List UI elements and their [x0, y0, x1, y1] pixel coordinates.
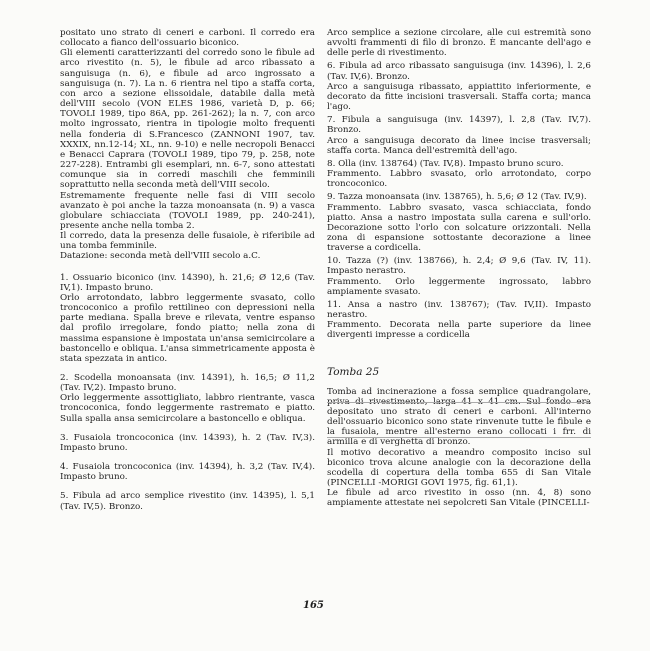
paragraph: Tomba ad incinerazione a fossa semplice quadrangolare, priva di rivestimento, larga 41 x 41 cm. Sul fondo era depositato uno strato di ceneri e carboni. All'interno dell'ossuario biconico sono state rinvenute tutte le fibule e la fusaiola, mentre all'esterno erano collocati i frr. di armilla e di verghetta di bronzo.: [327, 386, 591, 448]
catalog-item-1: 1. Ossuario biconico (inv. 14390), h. 21,6; Ø 12,6 (Tav. IV,1). Impasto bruno.: [60, 272, 315, 293]
catalog-item-10-description: Frammento. Orlo leggermente ingrossato, labbro ampiamente svasato.: [327, 276, 591, 297]
paragraph: Gli elementi caratterizzanti del corredo sono le fibule ad arco rivestito (n. 5), le fibule ad arco ribassato a sanguisuga (n. 6), e fibule ad arco ingrossato a sanguisuga (n. 7). La n. 6 rientra nel tipo a staffa corta, con arco a sezione elissoidale, databile dalla metà dell'VIII secolo (VON ELES 1986, varietà D, p. 66; TOVOLI 1989, tipo 86A, pp. 261-262); la n. 7, con arco molto ingrossato, rientra in tipologie molto frequenti nella fonderia di S.Francesco (ZANNONI 1907, tav. XXXIX, nn.12-14; XL, nn. 9-10) e nelle necropoli Benacci e Benacci Caprara (TOVOLI 1989, tipo 79, p. 258, note 227-228). Entrambi gli esemplari, nn. 6-7, sono attestati comunque sia in corredi maschili che femminili soprattutto nella seconda metà dell'VIII secolo.: [60, 48, 315, 191]
page-number: 165: [303, 600, 324, 611]
dating-line: Datazione: seconda metà dell'VIII secolo a.C.: [60, 251, 261, 262]
section-divider: [327, 437, 591, 438]
catalog-item-2: 2. Scodella monoansata (inv. 14391), h. 16,5; Ø 11,2 (Tav. IV,2). Impasto bruno.: [60, 373, 315, 394]
catalog-item-7-description: Arco a sanguisuga decorato da linee incise trasversali; staffa corta. Manca dell'estremità dell'ago.: [327, 135, 591, 156]
section-heading: Tomba 25: [327, 365, 380, 378]
catalog-item-8-description: Frammento. Labbro svasato, orlo arrotondato, corpo troncoconico.: [327, 169, 591, 190]
catalog-item-9: 9. Tazza monoansata (inv. 138765), h. 5,6; Ø 12 (Tav. IV,9).: [327, 192, 587, 203]
catalog-item-3: 3. Fusaiola troncoconica (inv. 14393), h. 2 (Tav. IV,3). Impasto bruno.: [60, 432, 315, 453]
catalog-item-7: 7. Fibula a sanguisuga (inv. 14397), l. 2,8 (Tav. IV,7). Bronzo.: [327, 115, 591, 136]
paragraph: Il corredo, data la presenza delle fusaiole, è riferibile ad una tomba femminile.: [60, 231, 315, 252]
catalog-item-11-description: Frammento. Decorata nella parte superiore da linee divergenti impresse a cordicella: [327, 320, 591, 341]
catalog-item-4: 4. Fusaiola troncoconica (inv. 14394), h. 3,2 (Tav. IV,4). Impasto bruno.: [60, 462, 315, 483]
section-divider: [327, 402, 591, 403]
catalog-item-11: 11. Ansa a nastro (inv. 138767); (Tav. IV,II). Impasto nerastro.: [327, 299, 591, 321]
catalog-item-9-description: Frammento. Labbro svasato, vasca schiacciata, fondo piatto. Ansa a nastro impostata sulla carena e sull'orlo. Decorazione sotto l'orlo con solcature orizzontali. Nella zona di espansione sottostante decorazione a linee traverse a cordicella.: [327, 202, 591, 254]
catalog-item-1-description: Orlo arrotondato, labbro leggermente svasato, collo troncoconico a profilo rettilineo con depressioni nella parte mediana. Spalla breve e rilevata, ventre espanso dal profilo irregolare, fondo piatto; nella zona di massima espansione è impostata un'ansa semicircolare a bastoncello e obliqua. L'ansa simmetricamente apposta è stata spezzata in antico.: [60, 292, 315, 364]
paragraph: Il motivo decorativo a meandro composito inciso sul biconico trova alcune analogie con la decorazione della scodella di copertura della tomba 655 di San Vitale (PINCELLI -MORIGI GOVI 1975, fig. 61,1).: [327, 447, 591, 489]
paragraph: Estremamente frequente nelle fasi di VIII secolo avanzato è poi anche la tazza monoansata (n. 9) a vasca globulare schiacciata (TOVOLI 1989, pp. 240-241), presente anche nella tomba 2.: [60, 190, 315, 231]
catalog-item-6-description: Arco a sanguisuga ribassato, appiattito inferiormente, e decorato da fitte incisioni trasversali. Staffa corta; manca l'ago.: [327, 81, 591, 113]
catalog-item-5: 5. Fibula ad arco semplice rivestito (inv. 14395), l. 5,1 (Tav. IV,5). Bronzo.: [60, 491, 315, 512]
catalog-item-2-description: Orlo leggermente assottigliato, labbro rientrante, vasca troncoconica, fondo leggermente rastremato e piatto. Sulla spalla ansa semicircolare a bastoncello e obliqua.: [60, 393, 315, 424]
catalog-item-8: 8. Olla (inv. 138764) (Tav. IV,8). Impasto bruno scuro.: [327, 158, 564, 169]
left-column: [60, 28, 315, 512]
paragraph: Le fibule ad arco rivestito in osso (nn. 4, 8) sono ampiamente attestate nei sepolcreti San Vitale (PINCELLI-: [327, 488, 591, 509]
paragraph: positato uno strato di ceneri e carboni. Il corredo era collocato a fianco dell'ossuario biconico.: [60, 28, 315, 49]
paragraph: Arco semplice a sezione circolare, alle cui estremità sono avvolti frammenti di filo di bronzo. È mancante dell'ago e delle perle di rivestimento.: [327, 28, 591, 59]
catalog-item-6: 6. Fibula ad arco ribassato sanguisuga (inv. 14396), l. 2,6 (Tav. IV,6). Bronzo.: [327, 61, 591, 82]
catalog-item-10: 10. Tazza (?) (inv. 138766), h. 2,4; Ø 9,6 (Tav. IV, 11). Impasto nerastro.: [327, 256, 591, 277]
